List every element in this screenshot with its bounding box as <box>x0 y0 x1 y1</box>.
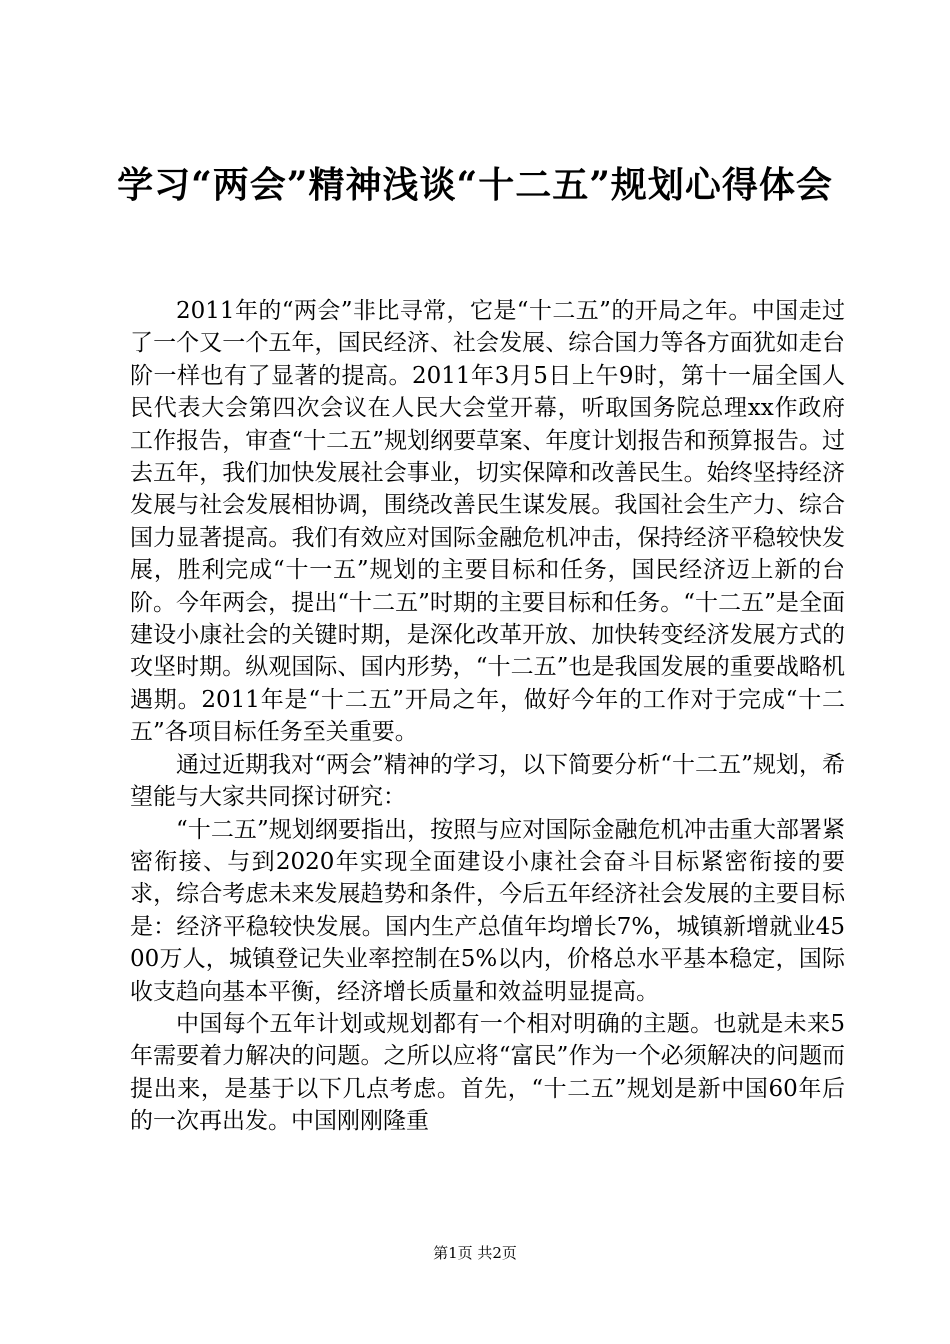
document-body <box>130 295 845 1138</box>
document-title: 学习“两会”精神浅谈“十二五”规划心得体会 <box>117 164 833 206</box>
paragraph-3: “十二五”规划纲要指出，按照与应对国际金融危机冲击重大部署紧密衔接、与到2020年实现全面建设小康社会奋斗目标紧密衔接的要求，综合考虑未来发展趋势和条件，今后五年经济社会发展的主要目标是：经济平稳较快发展。国内生产总值年均增长7%，城镇新增就业4500万人，城镇登记失业率控制在5%以内，价格总水平基本稳定，国际收支趋向基本平衡，经济增长质量和效益明显提高。 <box>130 816 845 1005</box>
paragraph-1: 2011年的“两会”非比寻常，它是“十二五”的开局之年。中国走过了一个又一个五年，国民经济、社会发展、综合国力等各方面犹如走台阶一样也有了显著的提高。2011年3月5日上午9时，第十一届全国人民代表大会第四次会议在人民大会堂开幕，听取国务院总理xx作政府工作报告，审查“十二五”规划纲要草案、年度计划报告和预算报告。过去五年，我们加快发展社会事业，切实保障和改善民生。始终坚持经济发展与社会发展相协调，围绕改善民生谋发展。我国社会生产力、综合国力显著提高。我们有效应对国际金融危机冲击，保持经济平稳较快发展，胜利完成“十一五”规划的主要目标和任务，国民经济迈上新的台阶。今年两会，提出“十二五”时期的主要目标和任务。“十二五”是全面建设小康社会的关键时期，是深化改革开放、加快转变经济发展方式的攻坚时期。纵观国际、国内形势，“十二五”也是我国发展的重要战略机遇期。2011年是“十二五”开局之年，做好今年的工作对于完成“十二五”各项目标任务至关重要。 <box>130 298 845 746</box>
paragraph-4: 中国每个五年计划或规划都有一个相对明确的主题。也就是未来5年需要着力解决的问题。之所以应将“富民”作为一个必须解决的问题而提出来，是基于以下几点考虑。首先，“十二五”规划是新中国60年后的一次再出发。中国刚刚隆重 <box>130 1010 845 1135</box>
page-number-footer: 第1页 共2页 <box>433 1244 517 1262</box>
paragraph-2: 通过近期我对“两会”精神的学习，以下简要分析“十二五”规划，希望能与大家共同探讨研究： <box>130 751 845 811</box>
